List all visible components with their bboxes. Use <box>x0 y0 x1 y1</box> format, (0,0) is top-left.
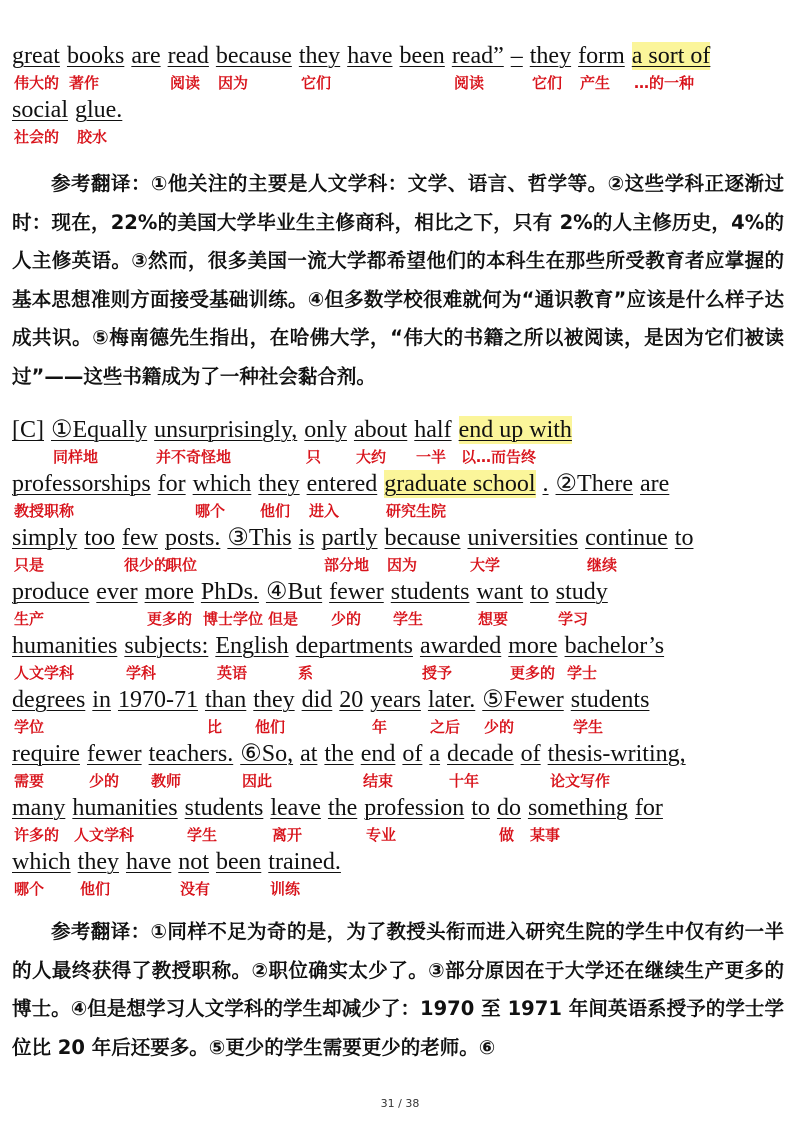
chinese-gloss: 并不奇怪地 <box>156 448 232 466</box>
english-line <box>12 848 348 876</box>
english-word: awarded <box>419 633 502 659</box>
english-word: books <box>66 43 125 69</box>
english-line <box>12 632 671 660</box>
chinese-gloss: 大约 <box>356 448 387 466</box>
english-word: half <box>414 417 452 443</box>
english-word: continue <box>585 525 668 551</box>
english-word: they <box>529 43 572 69</box>
english-word: they <box>258 471 300 497</box>
english-word: they <box>253 687 295 713</box>
english-word: many <box>12 795 66 821</box>
chinese-gloss: 少的 <box>331 610 362 628</box>
chinese-gloss: 同样地 <box>53 448 99 466</box>
english-word: teachers. <box>148 741 234 767</box>
english-word: produce <box>12 579 90 605</box>
english-word: students <box>184 795 264 821</box>
highlighted-phrase: a sort of <box>631 43 711 69</box>
chinese-gloss: 阅读 <box>454 74 485 92</box>
english-word: than <box>204 687 247 713</box>
english-line <box>12 524 700 552</box>
english-word: students <box>570 687 650 713</box>
chinese-gloss: 学生 <box>573 718 604 736</box>
chinese-gloss: 但是 <box>268 610 299 628</box>
english-word: decade <box>447 741 514 767</box>
gloss-line <box>12 824 790 846</box>
highlighted-phrase: graduate school <box>384 471 536 497</box>
chinese-gloss: 他们 <box>80 880 111 898</box>
english-word: which <box>12 849 71 875</box>
gloss-line <box>12 72 790 94</box>
english-word: to <box>530 579 549 605</box>
english-word: thesis-writing, <box>547 741 686 767</box>
english-word: fewer <box>86 741 142 767</box>
english-word: because <box>215 43 292 69</box>
english-word: fewer <box>329 579 384 605</box>
english-word: few <box>122 525 158 551</box>
chinese-gloss: 需要 <box>14 772 45 790</box>
english-word: degrees <box>12 687 86 713</box>
english-word: a <box>429 741 441 767</box>
chinese-gloss: 人文学科 <box>14 664 75 682</box>
english-word: want <box>476 579 524 605</box>
chinese-gloss: 年 <box>372 718 388 736</box>
chinese-gloss: 人文学科 <box>74 826 135 844</box>
chinese-gloss: 做 <box>499 826 515 844</box>
english-word: something <box>527 795 628 821</box>
english-word: ⑥So, <box>240 741 294 767</box>
chinese-gloss: 一半 <box>416 448 447 466</box>
chinese-gloss: 产生 <box>580 74 611 92</box>
english-line <box>12 686 656 714</box>
english-word: entered <box>306 471 378 497</box>
chinese-gloss: 社会的 <box>14 128 60 146</box>
english-word: subjects: <box>124 633 209 659</box>
english-word: students <box>390 579 470 605</box>
chinese-gloss: 因为 <box>387 556 418 574</box>
chinese-gloss: 更多的 <box>147 610 193 628</box>
english-word: they <box>298 43 341 69</box>
english-word: been <box>399 43 445 69</box>
english-line <box>12 416 579 444</box>
chinese-gloss: 胶水 <box>77 128 108 146</box>
english-word: ①Equally <box>51 417 148 443</box>
english-word: have <box>347 43 393 69</box>
english-word: which <box>192 471 252 497</box>
english-word: to <box>471 795 490 821</box>
english-line <box>12 794 670 822</box>
english-word: to <box>674 525 694 551</box>
chinese-gloss: 学科 <box>126 664 157 682</box>
english-word: only <box>304 417 347 443</box>
chinese-gloss: 生产 <box>14 610 45 628</box>
chinese-gloss: 哪个 <box>195 502 226 520</box>
chinese-gloss: 著作 <box>69 74 100 92</box>
english-word: did <box>301 687 333 713</box>
english-word: 20 <box>339 687 364 713</box>
english-word: end <box>360 741 396 767</box>
chinese-gloss: 只是 <box>14 556 45 574</box>
chinese-gloss: 学位 <box>14 718 45 736</box>
chinese-gloss: 博士学位 <box>203 610 264 628</box>
chinese-gloss: 教授职称 <box>14 502 75 520</box>
page-number: 31 / 38 <box>380 1097 420 1110</box>
english-word: for <box>157 471 186 497</box>
english-word: more <box>144 579 194 605</box>
english-word: partly <box>321 525 378 551</box>
gloss-line <box>12 608 790 630</box>
chinese-gloss: …的一种 <box>634 74 695 92</box>
gloss-line <box>12 500 790 522</box>
english-word: social <box>12 97 68 123</box>
chinese-gloss: 学生 <box>187 826 218 844</box>
english-word: more <box>508 633 558 659</box>
chinese-gloss: 许多的 <box>14 826 60 844</box>
english-word: – <box>510 43 523 69</box>
english-line <box>12 96 129 124</box>
chinese-gloss: 很少的 <box>124 556 170 574</box>
english-word: for <box>634 795 663 821</box>
chinese-gloss: 因此 <box>242 772 273 790</box>
english-line <box>12 740 693 768</box>
english-word: departments <box>295 633 413 659</box>
english-word: about <box>353 417 408 443</box>
chinese-gloss: 部分地 <box>324 556 370 574</box>
english-word: too <box>84 525 116 551</box>
reference-translation-1: 参考翻译：①他关注的主要是人文学科：文学、语言、哲学等。②这些学科正逐渐过时：现在，22%的美国大学毕业生主修商科，相比之下，只有 2%的人主修历史，4%的人主修英语。③然而，很多美国一流大学都希望他们的本科生在那些所受教育者应掌握的基本思想准则方面接受基础训练。④但多数学校很难就何为“通识教育”应该是什么样子达成共识。⑤梅南德先生指出，在哈佛大学，“伟大的书籍之所以被阅读，是因为它们被读过”——这些书籍成为了一种社会黏合剂。 <box>12 172 784 388</box>
chinese-gloss: 训练 <box>270 880 301 898</box>
gloss-line <box>12 126 790 148</box>
chinese-gloss: 某事 <box>530 826 561 844</box>
gloss-line <box>12 716 790 738</box>
chinese-gloss: 学士 <box>567 664 598 682</box>
chinese-gloss: 没有 <box>180 880 211 898</box>
chinese-gloss: 教师 <box>151 772 182 790</box>
chinese-gloss: 他们 <box>260 502 291 520</box>
chinese-gloss: 十年 <box>449 772 480 790</box>
english-word: humanities <box>12 633 118 659</box>
chinese-gloss: 阅读 <box>170 74 201 92</box>
english-word: posts. <box>165 525 221 551</box>
chinese-gloss: 它们 <box>301 74 332 92</box>
chinese-gloss: 授予 <box>422 664 453 682</box>
english-word: they <box>77 849 119 875</box>
english-word: been <box>215 849 262 875</box>
english-word: not <box>178 849 209 875</box>
chinese-gloss: 专业 <box>366 826 397 844</box>
chinese-gloss: 比 <box>207 718 223 736</box>
english-word: of <box>520 741 541 767</box>
english-word: ④But <box>265 579 323 605</box>
english-line <box>12 42 717 70</box>
english-word: English <box>215 633 289 659</box>
chinese-gloss: 少的 <box>484 718 515 736</box>
english-line <box>12 578 615 606</box>
english-word: [C] <box>12 417 44 443</box>
english-word: trained. <box>268 849 341 875</box>
english-word: profession <box>364 795 465 821</box>
english-word: bachelor’s <box>564 633 665 659</box>
english-word: because <box>384 525 461 551</box>
gloss-line <box>12 446 790 468</box>
english-word: universities <box>467 525 579 551</box>
gloss-line <box>12 554 790 576</box>
english-word: have <box>125 849 172 875</box>
chinese-gloss: 职位 <box>167 556 198 574</box>
english-word: study <box>555 579 608 605</box>
chinese-gloss: 少的 <box>89 772 120 790</box>
chinese-gloss: 更多的 <box>510 664 556 682</box>
chinese-gloss: 研究生院 <box>386 502 447 520</box>
chinese-gloss: 只 <box>306 448 322 466</box>
chinese-gloss: 离开 <box>272 826 303 844</box>
chinese-gloss: 它们 <box>532 74 563 92</box>
english-word: ②There <box>555 471 634 497</box>
english-word: are <box>640 471 670 497</box>
chinese-gloss: 大学 <box>470 556 501 574</box>
english-word: do <box>496 795 521 821</box>
english-word: read” <box>451 43 504 69</box>
english-word: of <box>402 741 423 767</box>
english-word: in <box>92 687 111 713</box>
english-line <box>12 470 676 498</box>
chinese-gloss: 因为 <box>218 74 249 92</box>
chinese-gloss: 学生 <box>393 610 424 628</box>
chinese-gloss: 论文写作 <box>550 772 611 790</box>
english-word: ⑤Fewer <box>482 687 564 713</box>
english-word: are <box>131 43 161 69</box>
english-word: read <box>167 43 209 69</box>
chinese-gloss: 系 <box>298 664 314 682</box>
english-word: humanities <box>72 795 178 821</box>
english-word: . <box>542 471 549 497</box>
english-word: glue. <box>74 97 123 123</box>
chinese-gloss: 伟大的 <box>14 74 60 92</box>
english-word: at <box>300 741 318 767</box>
english-word: unsurprisingly, <box>154 417 298 443</box>
highlighted-phrase: end up with <box>458 417 572 443</box>
english-word: years <box>370 687 421 713</box>
english-word: ever <box>96 579 138 605</box>
english-word: the <box>327 795 358 821</box>
chinese-gloss: 想要 <box>478 610 509 628</box>
english-word: is <box>298 525 315 551</box>
chinese-gloss: 进入 <box>309 502 340 520</box>
chinese-gloss: 以…而告终 <box>461 448 537 466</box>
english-word: the <box>324 741 354 767</box>
english-word: later. <box>427 687 476 713</box>
chinese-gloss: 之后 <box>430 718 461 736</box>
chinese-gloss: 学习 <box>558 610 589 628</box>
chinese-gloss: 英语 <box>217 664 248 682</box>
gloss-line <box>12 770 790 792</box>
gloss-line <box>12 878 790 900</box>
english-word: great <box>12 43 60 69</box>
english-word: simply <box>12 525 78 551</box>
english-word: 1970-71 <box>117 687 198 713</box>
english-word: require <box>12 741 80 767</box>
english-word: leave <box>270 795 321 821</box>
gloss-line <box>12 662 790 684</box>
chinese-gloss: 哪个 <box>14 880 45 898</box>
english-word: PhDs. <box>200 579 259 605</box>
english-word: ③This <box>227 525 292 551</box>
reference-translation-2: 参考翻译：①同样不足为奇的是，为了教授头衔而进入研究生院的学生中仅有约一半的人最终获得了教授职称。②职位确实太少了。③部分原因在于大学还在继续生产更多的博士。④但是想学习人文学科的学生却减少了：1970 至 1971 年间英语系授予的学士学位比 20 年后还要多。⑤更少的学生需要更少的老师。⑥ <box>12 920 784 1059</box>
english-word: form <box>578 43 625 69</box>
chinese-gloss: 继续 <box>587 556 618 574</box>
chinese-gloss: 结束 <box>363 772 394 790</box>
english-word: professorships <box>12 471 151 497</box>
chinese-gloss: 他们 <box>255 718 286 736</box>
